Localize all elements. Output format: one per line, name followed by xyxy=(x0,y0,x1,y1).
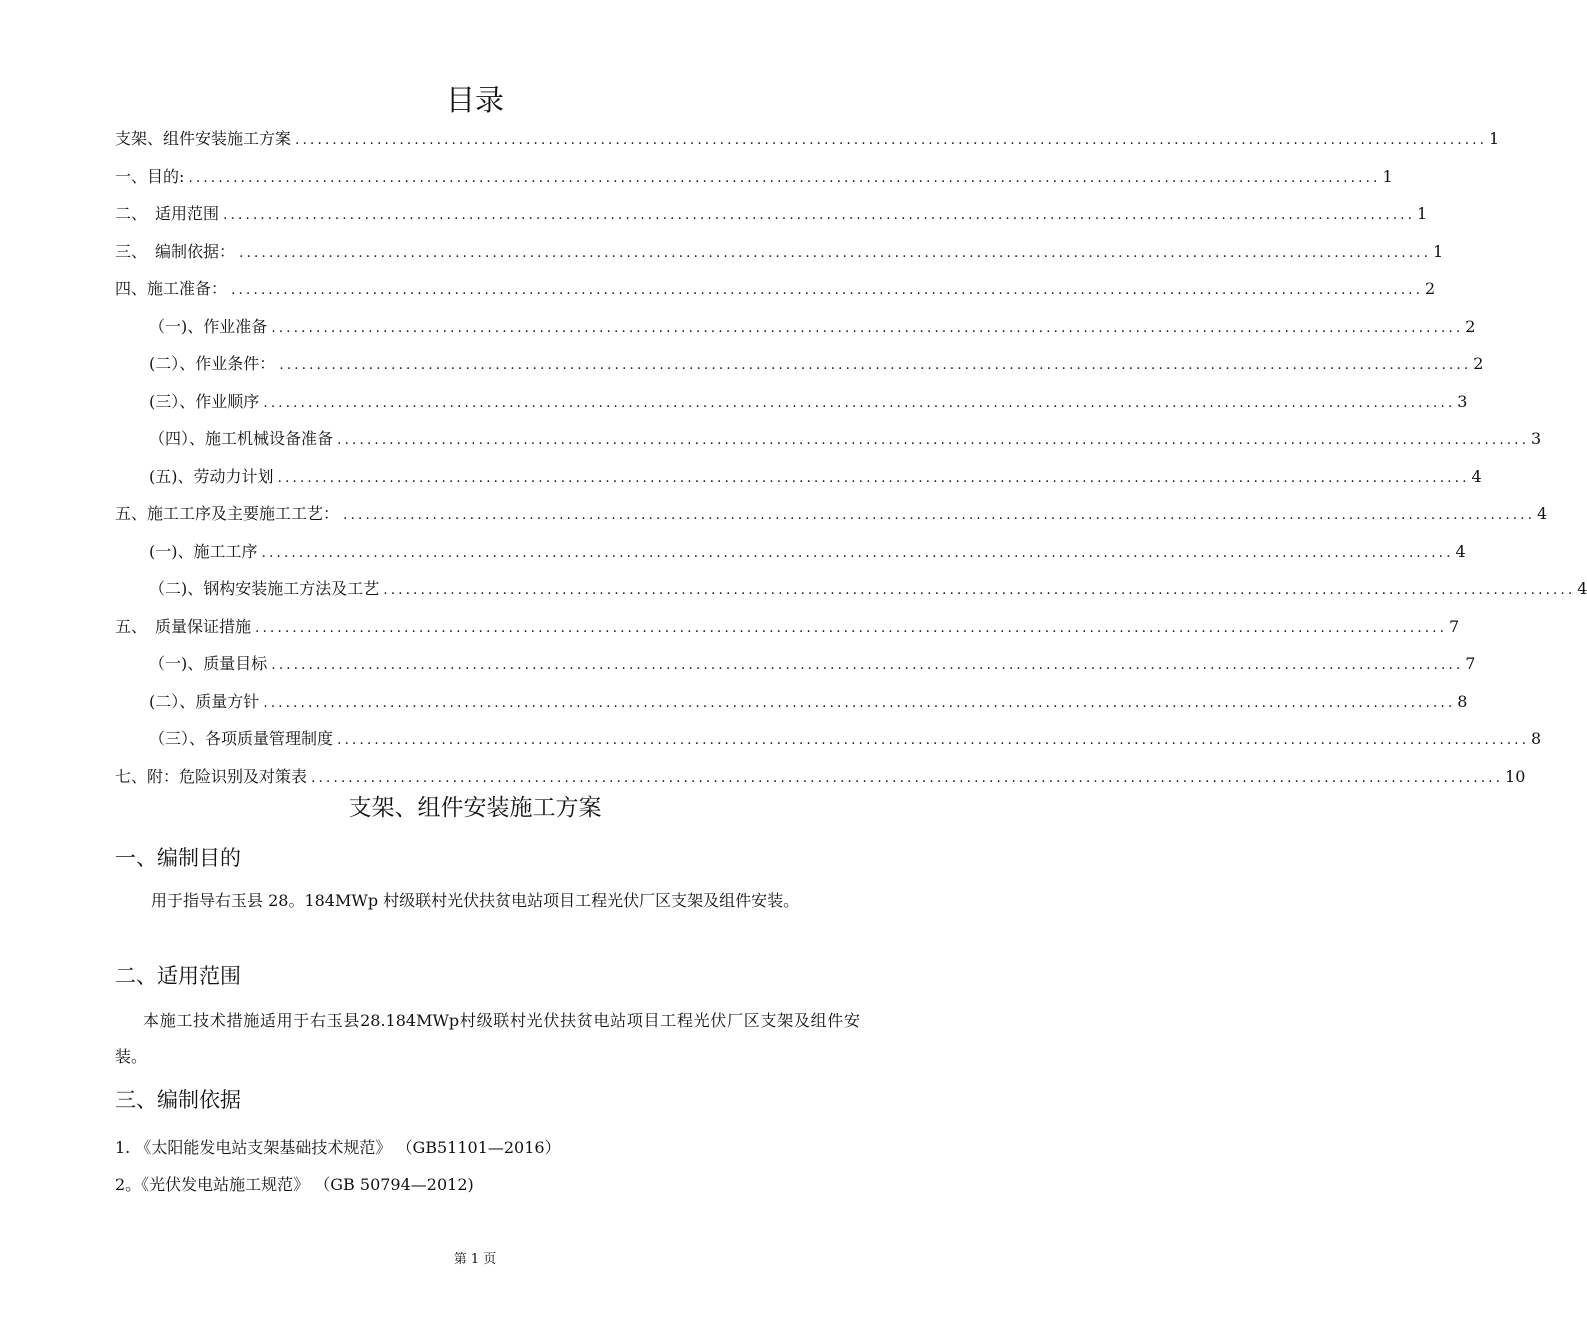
toc-leader-dots: ................................................................................................................................................................ xyxy=(255,619,1448,636)
toc-page-number: 8 xyxy=(1457,691,1468,711)
toc-entry-label: 一、目的: xyxy=(115,166,185,186)
toc-leader-dots: ................................................................................................................................................................ xyxy=(263,394,1456,411)
toc-page-number: 7 xyxy=(1449,616,1460,636)
toc-entry-label: 支架、组件安装施工方案 xyxy=(115,129,292,148)
toc-entry-label: 二、 适用范围 xyxy=(115,204,220,223)
page-footer: 第 1 页 xyxy=(453,1252,497,1267)
toc-entry-label: (一)、施工工序 xyxy=(149,541,258,561)
toc-leader-dots: ................................................................................................................................................................ xyxy=(337,732,1530,748)
toc-leader-dots: ................................................................................................................................................................ xyxy=(231,282,1424,298)
toc-entry-label: （三）、各项质量管理制度 xyxy=(149,729,334,748)
toc-page-number: 4 xyxy=(1455,541,1466,561)
toc-page-number: 8 xyxy=(1531,729,1542,748)
toc-leader-dots: ................................................................................................................................................................ xyxy=(311,769,1504,786)
toc-leader-dots: ................................................................................................................................................................ xyxy=(271,319,1464,336)
toc-page-number: 1 xyxy=(1382,166,1393,186)
reference-item: 2。《光伏发电站施工规范》 （GB 50794—2012) xyxy=(115,1175,474,1194)
toc-entry-label: 五、 质量保证措施 xyxy=(115,616,252,636)
toc-entry[interactable] xyxy=(115,195,1428,233)
toc-leader-dots: ................................................................................................................................................................ xyxy=(337,432,1530,448)
toc-entry[interactable] xyxy=(115,495,1548,533)
toc-leader-dots: ................................................................................................................................................................ xyxy=(239,244,1432,261)
toc-entry-label: 五、施工工序及主要施工工艺： xyxy=(115,504,340,523)
toc-entry-label: （二)、钢构安装施工方法及工艺 xyxy=(149,579,380,598)
toc-entry[interactable] xyxy=(115,345,1484,383)
toc-entry-label: (五)、劳动力计划 xyxy=(149,466,274,486)
reference-item: 1. 《太阳能发电站支架基础技术规范》 （GB51101—2016） xyxy=(115,1138,561,1157)
toc-entry-label: 三、 编制依据： xyxy=(115,241,236,261)
toc-page-number: 2 xyxy=(1465,316,1476,336)
toc-entry-label: （一)、质量目标 xyxy=(149,654,268,673)
toc-entry[interactable] xyxy=(115,533,1466,571)
toc-leader-dots: ................................................................................................................................................................ xyxy=(261,544,1454,561)
section-heading-purpose: 一、编制目的 xyxy=(115,846,241,870)
toc-entry[interactable] xyxy=(115,383,1468,421)
toc-entry[interactable] xyxy=(115,420,1542,458)
toc-entry-label: (二）、质量方针 xyxy=(149,691,260,711)
toc-page-number: 4 xyxy=(1537,504,1548,523)
toc-leader-dots: ................................................................................................................................................................ xyxy=(271,657,1464,673)
toc-entry[interactable] xyxy=(115,608,1460,646)
section-heading-basis: 三、编制依据 xyxy=(115,1088,241,1112)
toc-leader-dots: ................................................................................................................................................................ xyxy=(223,207,1416,223)
toc-page-number: 3 xyxy=(1457,391,1468,411)
toc-page-number: 1 xyxy=(1433,241,1444,261)
toc-entry-label: (三）、作业顺序 xyxy=(149,391,260,411)
toc-page-number: 7 xyxy=(1465,654,1476,673)
toc-entry[interactable] xyxy=(115,158,1393,196)
toc-page-number: 2 xyxy=(1425,279,1436,298)
toc-entry[interactable] xyxy=(115,570,1587,608)
toc-entry[interactable] xyxy=(115,308,1476,346)
toc-page-number: 3 xyxy=(1531,429,1542,448)
toc-entry[interactable] xyxy=(115,233,1444,271)
toc-entry[interactable] xyxy=(115,120,1500,158)
table-of-contents xyxy=(115,120,1587,795)
toc-page-number: 10 xyxy=(1505,766,1526,786)
toc-leader-dots: ................................................................................................................................................................ xyxy=(188,169,1381,186)
toc-leader-dots: ................................................................................................................................................................ xyxy=(279,357,1472,373)
toc-leader-dots: ................................................................................................................................................................ xyxy=(263,694,1456,711)
toc-leader-dots: ................................................................................................................................................................ xyxy=(277,469,1470,486)
toc-entry[interactable] xyxy=(115,458,1482,496)
toc-entry[interactable] xyxy=(115,645,1476,683)
toc-leader-dots: ................................................................................................................................................................ xyxy=(343,507,1536,523)
toc-entry-label: （四）、施工机械设备准备 xyxy=(149,429,334,448)
toc-page-number: 1 xyxy=(1417,204,1428,223)
toc-title: 目录 xyxy=(445,83,504,117)
scope-paragraph: 本施工技术措施适用于右玉县28.184MWp村级联村光伏扶贫电站项目工程光伏厂区支架及组件安装。 xyxy=(115,1011,860,1066)
section-heading-scope: 二、适用范围 xyxy=(115,964,241,988)
toc-page-number: 2 xyxy=(1473,354,1484,373)
toc-entry[interactable] xyxy=(115,270,1436,308)
toc-leader-dots: ................................................................................................................................................................ xyxy=(383,582,1576,598)
toc-entry-label: （一)、作业准备 xyxy=(149,316,268,336)
toc-leader-dots: ................................................................................................................................................................ xyxy=(295,132,1488,148)
toc-page-number: 4 xyxy=(1577,579,1587,598)
toc-page-number: 4 xyxy=(1471,466,1482,486)
toc-entry-label: (二）、作业条件： xyxy=(149,354,276,373)
document-title: 支架、组件安装施工方案 xyxy=(348,795,602,821)
toc-entry-label: 四、施工准备： xyxy=(115,279,228,298)
toc-entry[interactable] xyxy=(115,683,1468,721)
purpose-paragraph: 用于指导右玉县 28。184MWp 村级联村光伏扶贫电站项目工程光伏厂区支架及组件安装。 xyxy=(151,891,800,910)
toc-page-number: 1 xyxy=(1489,129,1500,148)
toc-entry[interactable] xyxy=(115,720,1542,758)
toc-entry-label: 七、附：危险识别及对策表 xyxy=(115,766,308,786)
